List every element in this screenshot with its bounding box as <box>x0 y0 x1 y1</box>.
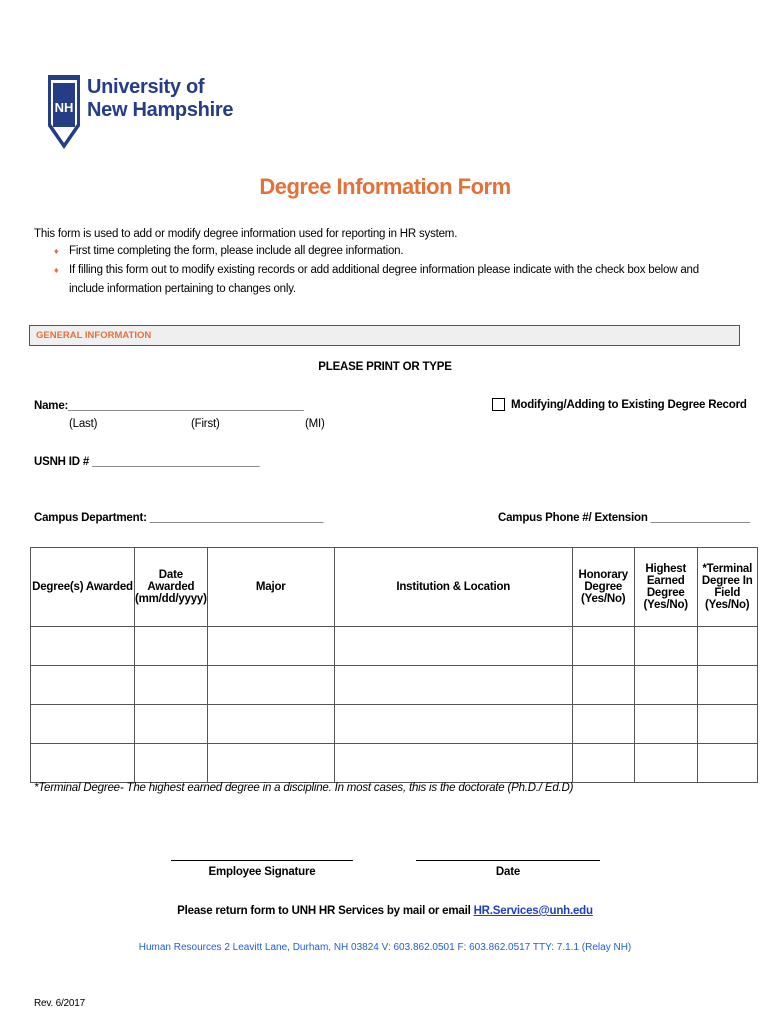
table-cell[interactable] <box>207 705 334 744</box>
intro-bullet: ♦ First time completing the form, please include all degree information. <box>69 242 734 261</box>
date-label: Date <box>495 866 521 878</box>
table-cell[interactable] <box>31 744 135 783</box>
name-field[interactable] <box>34 400 304 412</box>
header-highest-earned-degree: Highest Earned Degree (Yes/No) <box>634 548 697 627</box>
intro-paragraph: This form is used to add or modify degree information used for reporting in HR system. <box>34 228 458 240</box>
name-sub-last: (Last) <box>69 418 98 430</box>
university-name <box>87 76 233 122</box>
degree-table <box>30 547 758 783</box>
hr-contact-footer: Human Resources 2 Leavitt Lane, Durham, NH 03824 V: 603.862.0501 F: 603.862.0517 TTY: 7.1.1 (Relay NH) <box>138 942 632 953</box>
intro-bullet: ♦ If filling this form out to modify existing records or add additional degree information please indicate with the check box below and include information pertaining to changes only. <box>69 261 734 299</box>
header-degrees-awarded: Degree(s) Awarded <box>31 548 135 627</box>
logo-monogram: NH <box>54 100 74 115</box>
table-cell[interactable] <box>135 666 208 705</box>
return-instruction <box>0 905 770 917</box>
table-cell[interactable] <box>334 666 572 705</box>
table-cell[interactable] <box>135 627 208 666</box>
table-cell[interactable] <box>207 627 334 666</box>
general-information-label: GENERAL INFORMATION <box>36 330 152 341</box>
table-cell[interactable] <box>207 666 334 705</box>
logo-line-1: University of <box>87 76 205 98</box>
usnh-id-field[interactable] <box>34 456 259 468</box>
table-cell[interactable] <box>334 705 572 744</box>
date-line[interactable] <box>416 860 600 861</box>
table-row <box>31 627 758 666</box>
name-label: Name: <box>34 400 69 412</box>
header-major: Major <box>207 548 334 627</box>
hr-email-link[interactable]: HR.Services@unh.edu <box>473 905 593 917</box>
name-sub-first: (First) <box>191 418 220 430</box>
general-information-bar <box>29 325 740 346</box>
intro-text <box>34 228 734 299</box>
table-cell[interactable] <box>634 627 697 666</box>
table-cell[interactable] <box>572 705 634 744</box>
table-cell[interactable] <box>572 666 634 705</box>
terminal-degree-note: *Terminal Degree- The highest earned degree in a discipline. In most cases, this is the doctorate (Ph.D./ Ed.D) <box>34 782 574 794</box>
table-cell[interactable] <box>572 627 634 666</box>
header-date-awarded: Date Awarded (mm/dd/yyyy) <box>135 548 208 627</box>
header-institution-location: Institution & Location <box>334 548 572 627</box>
table-cell[interactable] <box>572 744 634 783</box>
form-title: Degree Information Form <box>259 174 511 199</box>
modifying-label: Modifying/Adding to Existing Degree Record <box>511 399 747 411</box>
table-cell[interactable] <box>31 627 135 666</box>
table-cell[interactable] <box>334 744 572 783</box>
table-cell[interactable] <box>634 705 697 744</box>
modifying-checkbox[interactable] <box>492 398 505 411</box>
signature-line[interactable] <box>171 860 353 861</box>
header-honorary-degree: Honorary Degree (Yes/No) <box>572 548 634 627</box>
header-terminal-degree: *Terminal Degree In Field (Yes/No) <box>697 548 757 627</box>
table-cell[interactable] <box>31 705 135 744</box>
logo-line-2: New Hampshire <box>87 99 234 121</box>
table-row <box>31 666 758 705</box>
campus-phone-field[interactable] <box>498 512 750 524</box>
table-cell[interactable] <box>207 744 334 783</box>
campus-phone-label: Campus Phone #/ Extension <box>498 512 648 524</box>
campus-department-field[interactable] <box>34 512 323 524</box>
name-sub-mi: (MI) <box>305 418 325 430</box>
usnh-id-label: USNH ID # <box>34 456 90 468</box>
table-cell[interactable] <box>697 744 757 783</box>
campus-department-label: Campus Department: <box>34 512 147 524</box>
usnh-id-underline: ___________________________ <box>92 456 260 468</box>
table-cell[interactable] <box>135 705 208 744</box>
table-row <box>31 705 758 744</box>
intro-bullets <box>34 242 734 299</box>
signature-label: Employee Signature <box>208 866 316 878</box>
table-cell[interactable] <box>697 705 757 744</box>
print-instruction: PLEASE PRINT OR TYPE <box>318 361 452 373</box>
table-cell[interactable] <box>31 666 135 705</box>
unh-shield-logo <box>47 74 81 150</box>
campus-phone-underline: ________________ <box>650 512 750 524</box>
table-cell[interactable] <box>334 627 572 666</box>
return-text: Please return form to UNH HR Services by mail or email <box>177 905 471 917</box>
campus-department-underline: ____________________________ <box>149 512 324 524</box>
table-cell[interactable] <box>135 744 208 783</box>
table-cell[interactable] <box>697 627 757 666</box>
table-cell[interactable] <box>697 666 757 705</box>
revision-label: Rev. 6/2017 <box>34 998 85 1009</box>
degree-table-header <box>31 548 758 627</box>
table-cell[interactable] <box>634 666 697 705</box>
table-row <box>31 744 758 783</box>
name-underline: ______________________________________ <box>68 400 304 412</box>
table-cell[interactable] <box>634 744 697 783</box>
